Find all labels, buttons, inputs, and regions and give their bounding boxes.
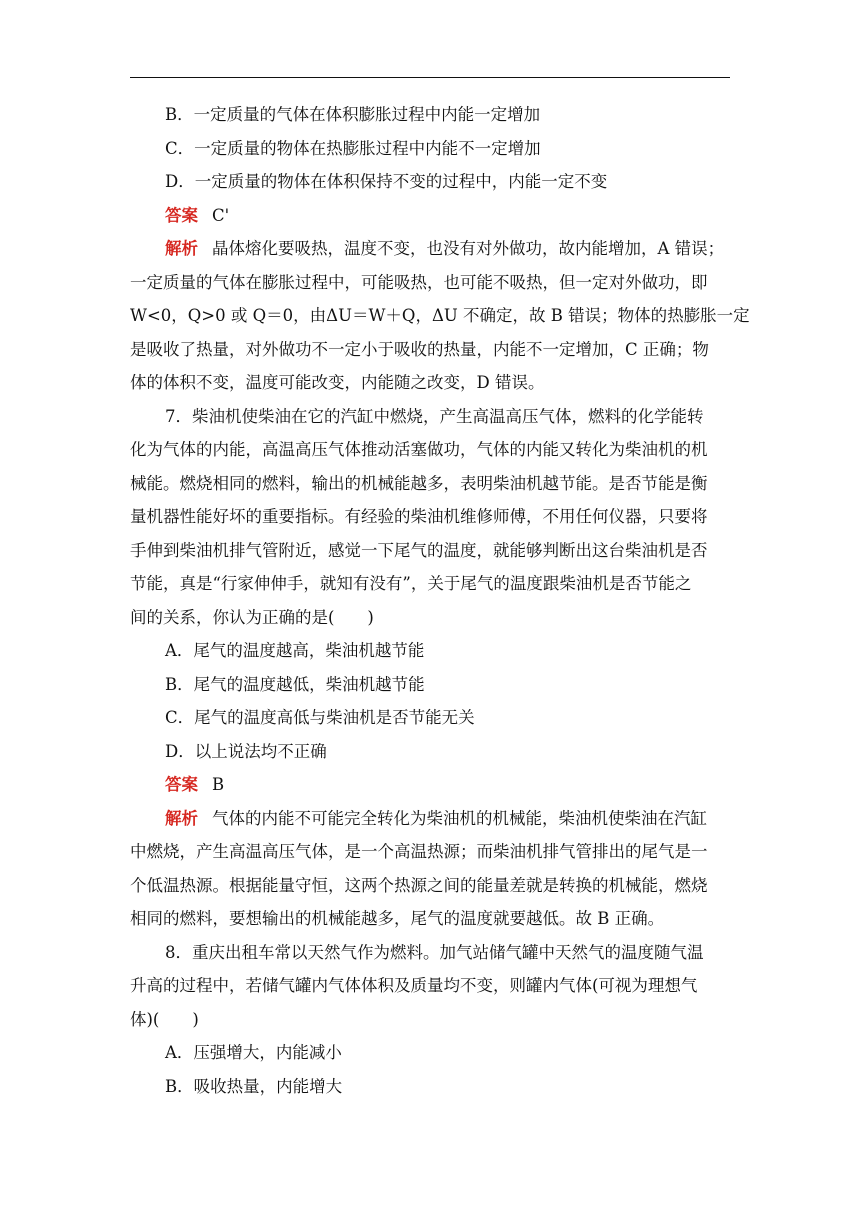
analysis-line: 一定质量的气体在膨胀过程中，可能吸热，也可能不吸热，但一定对外做功，即 (130, 272, 708, 292)
q8-stem-line: 升高的过程中，若储气罐内气体体积及质量均不变，则罐内气体(可视为理想气 (130, 976, 698, 995)
q7-stem-line: 7．柴油机使柴油在它的汽缸中燃烧，产生高温高压气体，燃料的化学能转 (165, 406, 704, 426)
analysis-label: 解析 (165, 239, 198, 258)
q8-option-a: A．压强增大，内能减小 (165, 1043, 342, 1062)
analysis-line: 相同的燃料，要想输出的机械能越多，尾气的温度就要越低。故 B 正确。 (130, 909, 665, 928)
q7-stem-line: 手伸到柴油机排气管附近，感觉一下尾气的温度，就能够判断出这台柴油机是否 (130, 540, 708, 560)
analysis-text: 晶体熔化要吸热，温度不变，也没有对外做功，故内能增加，A 错误； (212, 239, 725, 258)
q8-stem-line: 8．重庆出租车常以天然气作为燃料。加气站储气罐中天然气的温度随气温 (165, 942, 704, 962)
analysis-line: 是吸收了热量，对外做功不一定小于吸收的热量，内能不一定增加，C 正确；物 (130, 339, 709, 359)
q6-option-d: D．一定质量的物体在体积保持不变的过程中，内能一定不变 (165, 172, 608, 191)
q7-stem-line: 械能。燃烧相同的燃料，输出的机械能越多，表明柴油机越节能。是否节能是衡 (130, 473, 708, 493)
q7-stem-line: 化为气体的内能，高温高压气体推动活塞做功，气体的内能又转化为柴油机的机 (130, 440, 708, 459)
answer-value: B (212, 775, 225, 794)
document-body (130, 98, 750, 1103)
analysis-line: 体的体积不变，温度可能改变，内能随之改变，D 错误。 (130, 373, 545, 392)
q7-option-b: B．尾气的温度越低，柴油机越节能 (165, 674, 425, 694)
q8-option-b: B．吸收热量，内能增大 (165, 1076, 343, 1096)
q8-stem-line: 体)( ) (130, 1009, 199, 1029)
analysis-line (130, 802, 730, 836)
analysis-text: 气体的内能不可能完全转化为柴油机的机械能，柴油机使柴油在汽缸 (212, 808, 707, 828)
analysis-label: 解析 (165, 808, 198, 828)
q7-answer (130, 768, 730, 802)
header-rule (130, 77, 730, 78)
question-8 (130, 936, 730, 1104)
q7-option-d: D．以上说法均不正确 (165, 741, 327, 761)
q7-option-a: A．尾气的温度越高，柴油机越节能 (165, 641, 425, 660)
analysis-line: W<0，Q>0 或 Q＝0，由ΔU＝W＋Q，ΔU 不确定，故 B 错误；物体的热膨胀一定 (130, 306, 750, 325)
q7-stem-line: 节能，真是“行家伸伸手，就知有没有”，关于尾气的温度跟柴油机是否节能之 (130, 574, 692, 593)
analysis-line: 个低温热源。根据能量守恒，这两个热源之间的能量差就是转换的机械能，燃烧 (130, 875, 708, 895)
question-7 (130, 400, 730, 936)
q7-option-c: C．尾气的温度高低与柴油机是否节能无关 (165, 708, 475, 727)
q6-option-c: C．一定质量的物体在热膨胀过程中内能不一定增加 (165, 138, 541, 158)
q6-option-b: B．一定质量的气体在体积膨胀过程中内能一定增加 (165, 105, 541, 124)
analysis-line (130, 232, 730, 266)
q7-stem-line: 间的关系，你认为正确的是( ) (130, 607, 374, 627)
answer-label: 答案 (165, 205, 198, 225)
q6-analysis (130, 232, 750, 400)
answer-label: 答案 (165, 775, 198, 794)
q6-answer (130, 199, 730, 233)
analysis-line: 中燃烧，产生高温高压气体，是一个高温热源；而柴油机排气管排出的尾气是一 (130, 842, 708, 861)
answer-value: C' (212, 205, 230, 225)
q7-stem-line: 量机器性能好坏的重要指标。有经验的柴油机维修师傅，不用任何仪器，只要将 (130, 507, 708, 526)
